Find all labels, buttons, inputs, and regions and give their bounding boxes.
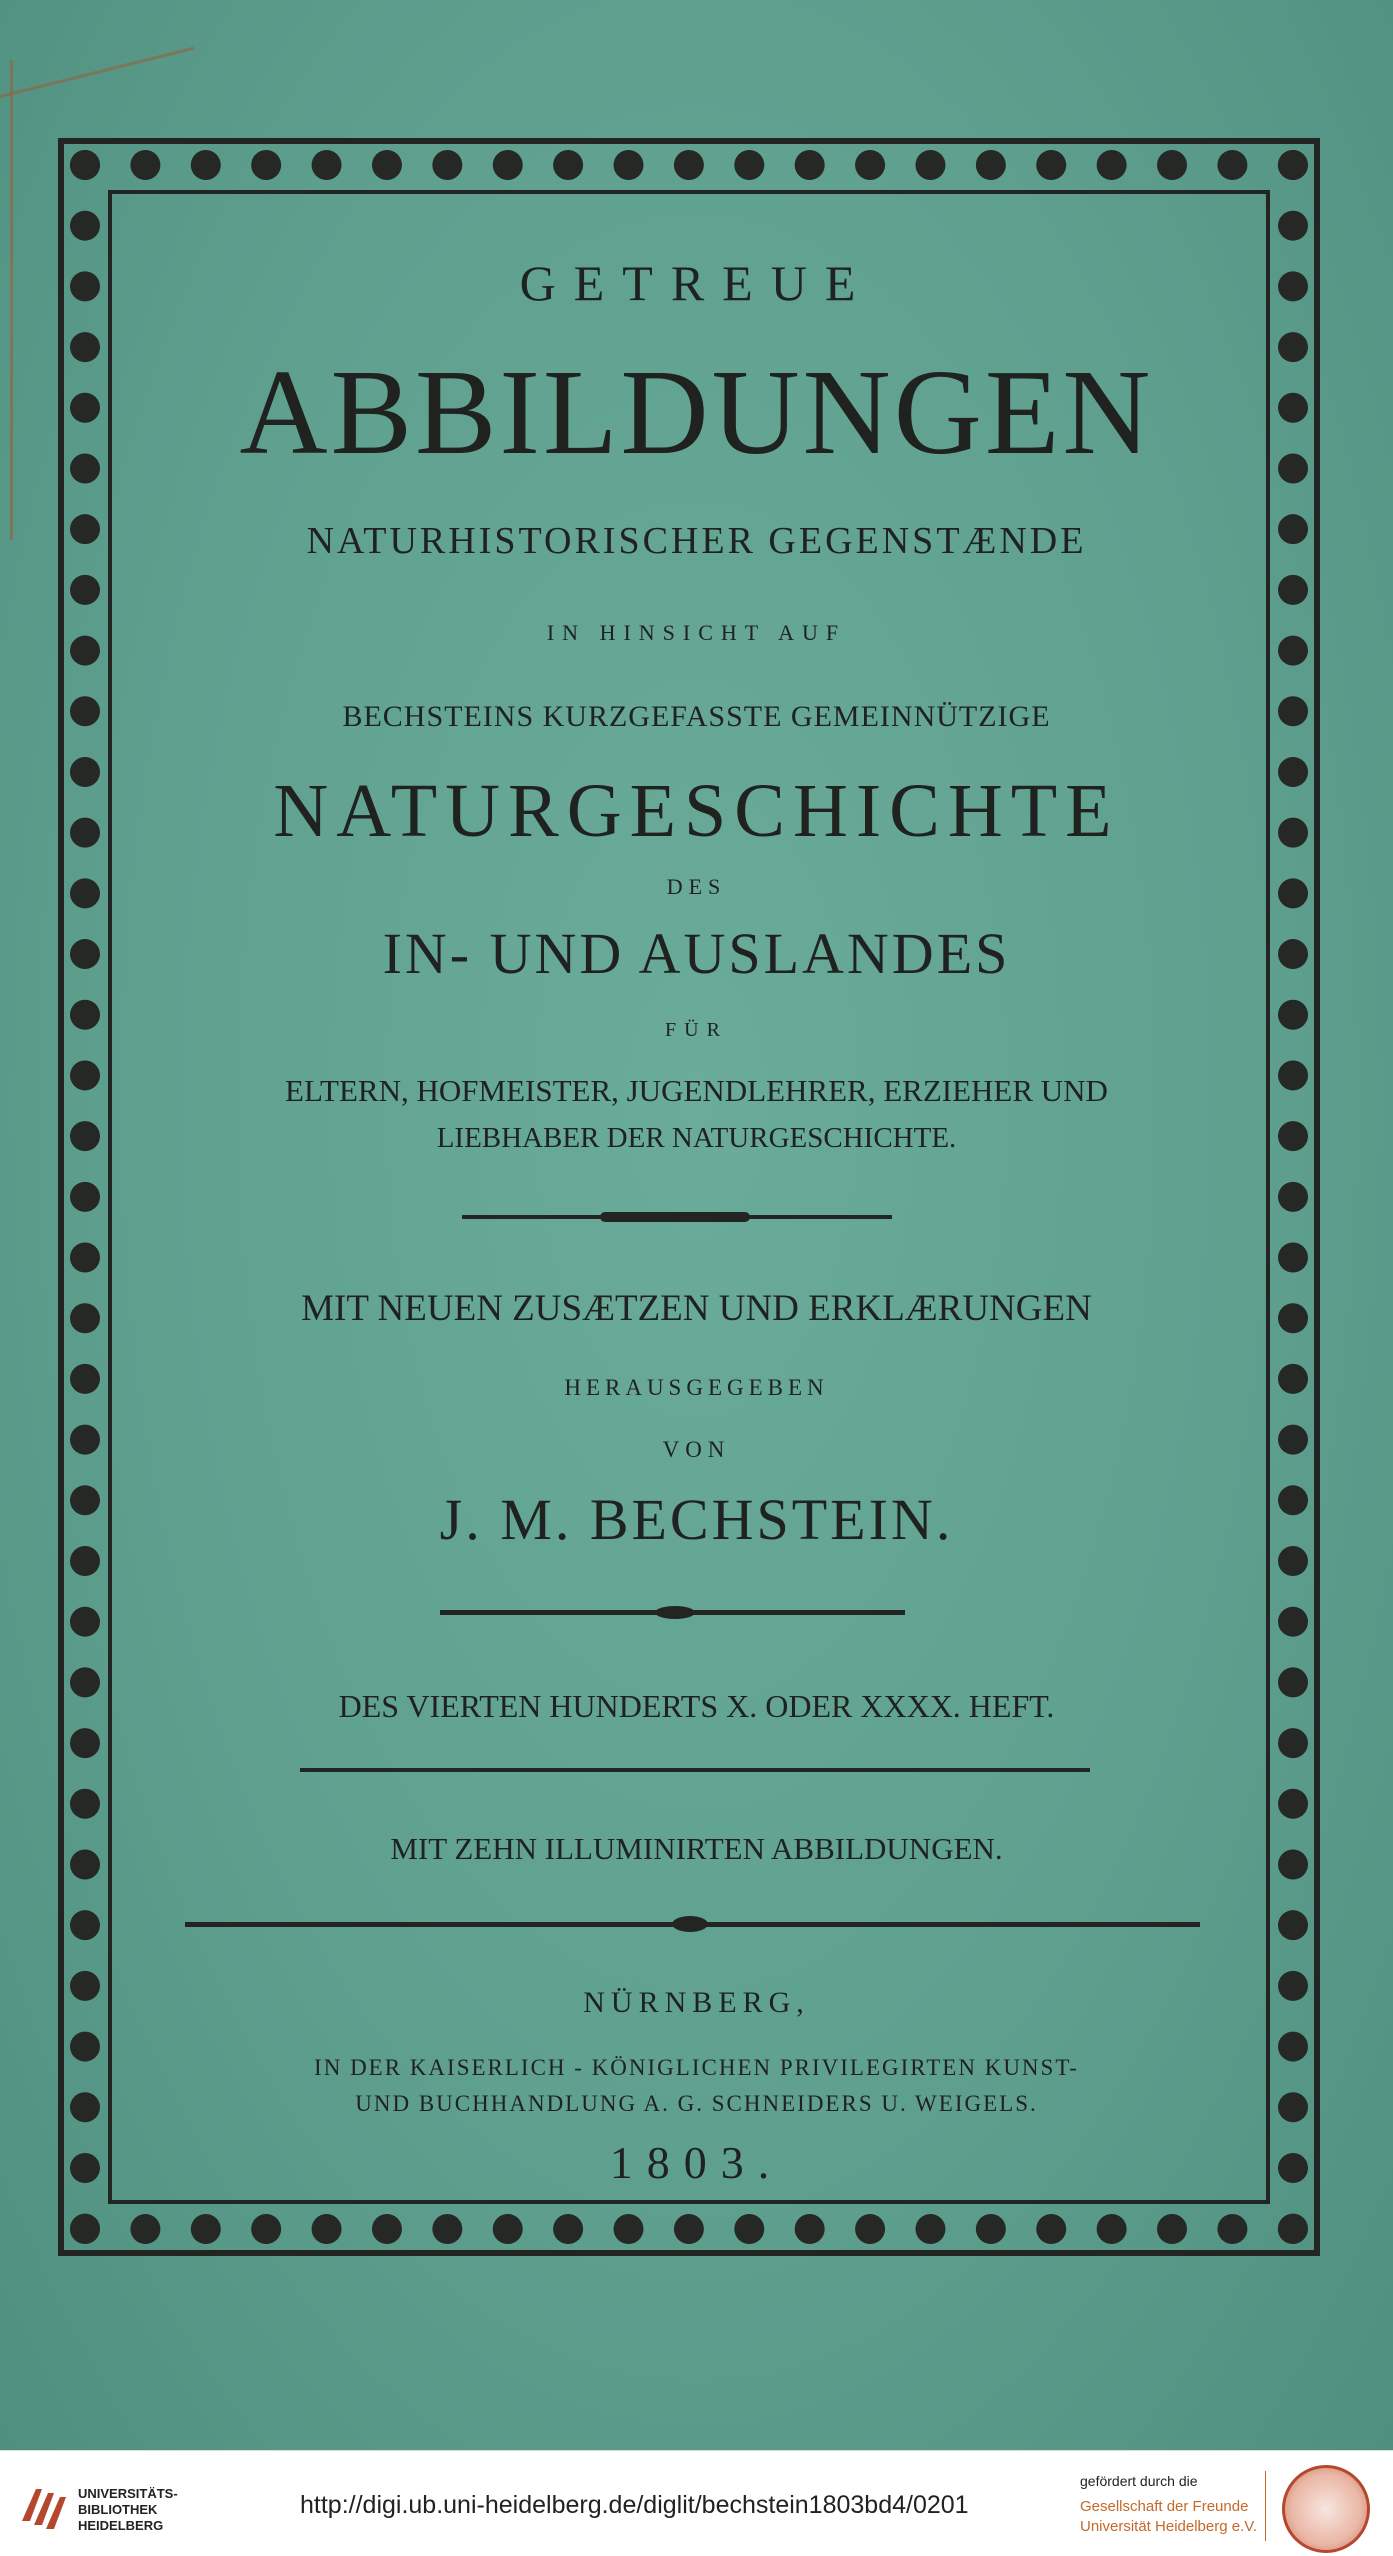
line-bechsteins: BECHSTEINS KURZGEFASSTE GEMEINNÜTZIGE [342, 700, 1051, 733]
society-line-2: Universität Heidelberg e.V. [1080, 2518, 1258, 2535]
line-von: VON [662, 1437, 731, 1462]
line-heft: DES VIERTEN HUNDERTS X. ODER XXXX. HEFT. [338, 1688, 1055, 1724]
ub-logo-icon [18, 2481, 70, 2533]
funded-by-label: gefördert durch die [1080, 2473, 1198, 2489]
plain-rule [300, 1768, 1090, 1772]
place-nuernberg: NÜRNBERG, [583, 1986, 810, 2019]
line-illuminirten: MIT ZEHN ILLUMINIRTEN ABBILDUNGEN. [390, 1831, 1003, 1866]
title-getreue: GETREUE [519, 255, 874, 311]
permalink-url[interactable]: http://digi.ub.uni-heidelberg.de/diglit/bechstein1803bd4/0201 [300, 2491, 969, 2519]
line-in-hinsicht-auf: IN HINSICHT AUF [546, 620, 847, 645]
society-line-1: Gesellschaft der Freunde [1080, 2498, 1249, 2515]
line-liebhaber: LIEBHABER DER NATURGESCHICHTE. [436, 1122, 957, 1154]
line-fuer: FÜR [665, 1019, 728, 1041]
ornament-rule-2-knot [655, 1606, 695, 1619]
logo-line-1: UNIVERSITÄTS- [78, 2486, 178, 2501]
year: 1803. [609, 2137, 784, 2188]
subtitle-gegenstaende: NATURHISTORISCHER GEGENSTÆNDE [306, 520, 1087, 562]
university-seal-icon [1282, 2465, 1370, 2553]
line-kaiserlich: IN DER KAISERLICH - KÖNIGLICHEN PRIVILEGIRTEN KUNST- [314, 2055, 1079, 2080]
author-name: J. M. BECHSTEIN. [439, 1487, 954, 1552]
ornament-rule-3-knot [672, 1916, 708, 1932]
line-eltern: ELTERN, HOFMEISTER, JUGENDLEHRER, ERZIEHER UND [285, 1073, 1108, 1108]
title-abbildungen: ABBILDUNGEN [239, 345, 1154, 480]
logo-line-2: BIBLIOTHEK [78, 2502, 158, 2517]
logo-line-3: HEIDELBERG [78, 2518, 164, 2533]
line-des: DES [666, 874, 727, 899]
line-mit-neuen-zusaetzen: MIT NEUEN ZUSÆTZEN UND ERKLÆRUNGEN [301, 1288, 1092, 1329]
footer-divider [1265, 2471, 1266, 2541]
line-herausgegeben: HERAUSGEGEBEN [564, 1375, 829, 1400]
ornament-rule-1-knot [600, 1212, 750, 1222]
footer-bar [0, 2450, 1393, 2556]
line-buchhandlung: UND BUCHHANDLUNG A. G. SCHNEIDERS U. WEIGELS. [355, 2091, 1038, 2116]
title-in-und-auslandes: IN- UND AUSLANDES [382, 921, 1011, 986]
binding-thread [0, 47, 194, 98]
title-naturgeschichte: NATURGESCHICHTE [273, 769, 1120, 853]
inner-frame [108, 190, 1270, 2204]
